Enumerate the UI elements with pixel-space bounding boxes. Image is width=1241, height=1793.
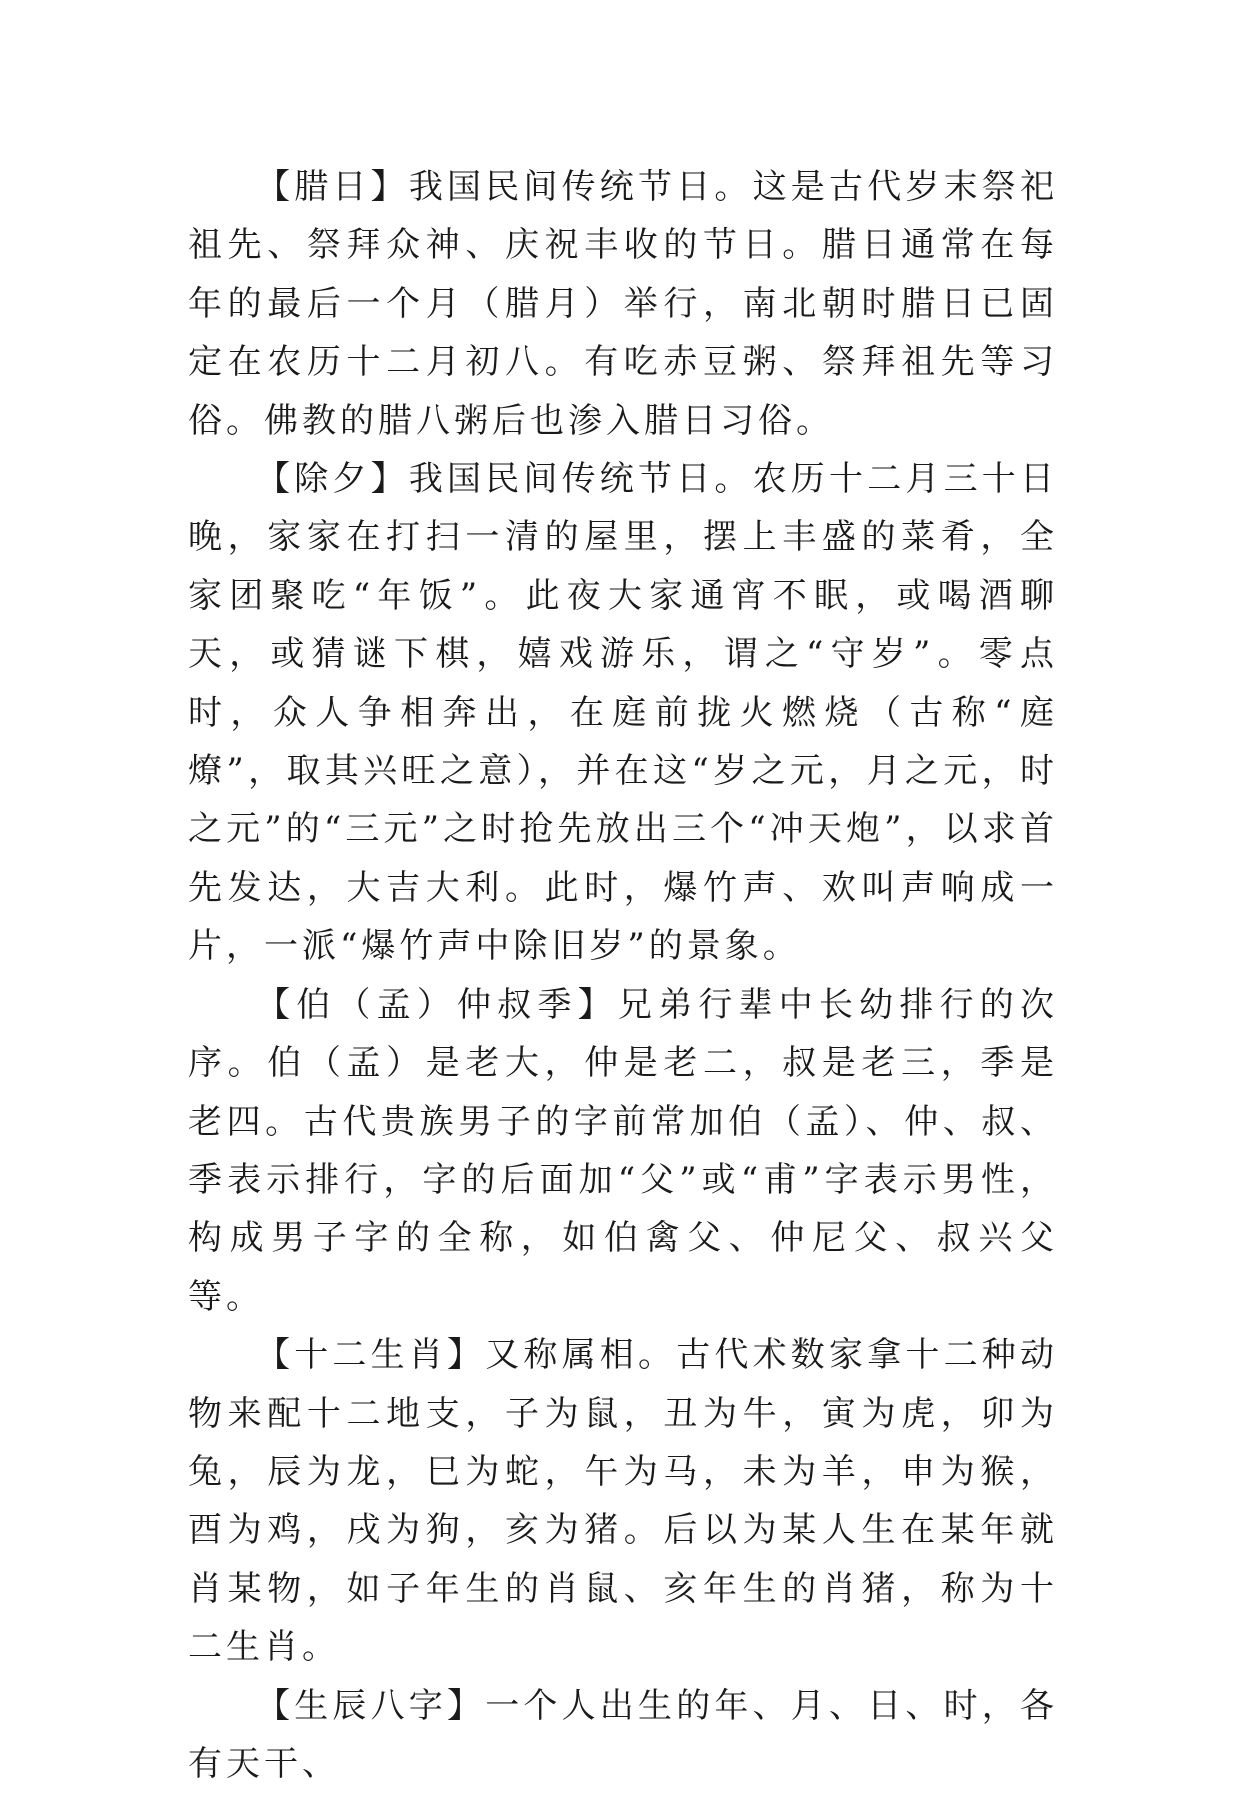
entry-term: 【腊日】 [256, 167, 409, 207]
entry-text: 兄弟行辈中长幼排行的次序。伯（孟）是老大，仲是老二，叔是老三，季是老四。古代贵族男子的字前常加伯（孟）、仲、叔、季表示排行，字的后面加“父”或“甫”字表示男性，构成男子字的全称，如伯禽父、仲尼父、叔兴父等。 [188, 984, 1059, 1317]
entry-term: 【伯（孟）仲叔季】 [256, 984, 618, 1025]
document-body [188, 158, 1058, 1793]
entry-term: 【十二生肖】 [256, 1335, 486, 1376]
entry-shiershengxiao [188, 1326, 1058, 1676]
entry-text: 我国民间传统节日。这是古代岁末祭祀祖先、祭拜众神、庆祝丰收的节日。腊日通常在每年的最后一个月（腊月）举行，南北朝时腊日已固定在农历十二月初八。有吃赤豆粥、祭拜祖先等习俗。佛教的腊八粥后也渗入腊日习俗。 [188, 167, 1059, 441]
entry-bozhongshuji [188, 976, 1058, 1326]
entry-text: 又称属相。古代术数家拿十二种动物来配十二地支，子为鼠，丑为牛，寅为虎，卯为兔，辰为龙，巳为蛇，午为马，未为羊，申为猴，酉为鸡，戌为狗，亥为猪。后以为某人生在某年就肖某物，如子年生的肖鼠、亥年生的肖猪，称为十二生肖。 [188, 1335, 1059, 1668]
entry-laori [188, 158, 1058, 450]
entry-chuxi [188, 450, 1058, 976]
entry-text: 一个人出生的年、月、日、时，各有天干、 [188, 1685, 1059, 1784]
entry-term: 【生辰八字】 [256, 1685, 486, 1726]
entry-term: 【除夕】 [256, 459, 409, 500]
entry-shengchenbazi [188, 1677, 1058, 1793]
entry-text: 我国民间传统节日。农历十二月三十日晚，家家在打扫一清的屋里，摆上丰盛的菜肴，全家团聚吃“年饭”。此夜大家通宵不眠，或喝酒聊天，或猜谜下棋，嬉戏游乐，谓之“守岁”。零点时，众人争相奔出，在庭前拢火燃烧（古称“庭燎”，取其兴旺之意），并在这“岁之元，月之元，时之元”的“三元”之时抢先放出三个“冲天炮”，以求首先发达，大吉大利。此时，爆竹声、欢叫声响成一片，一派“爆竹声中除旧岁”的景象。 [188, 459, 1059, 967]
